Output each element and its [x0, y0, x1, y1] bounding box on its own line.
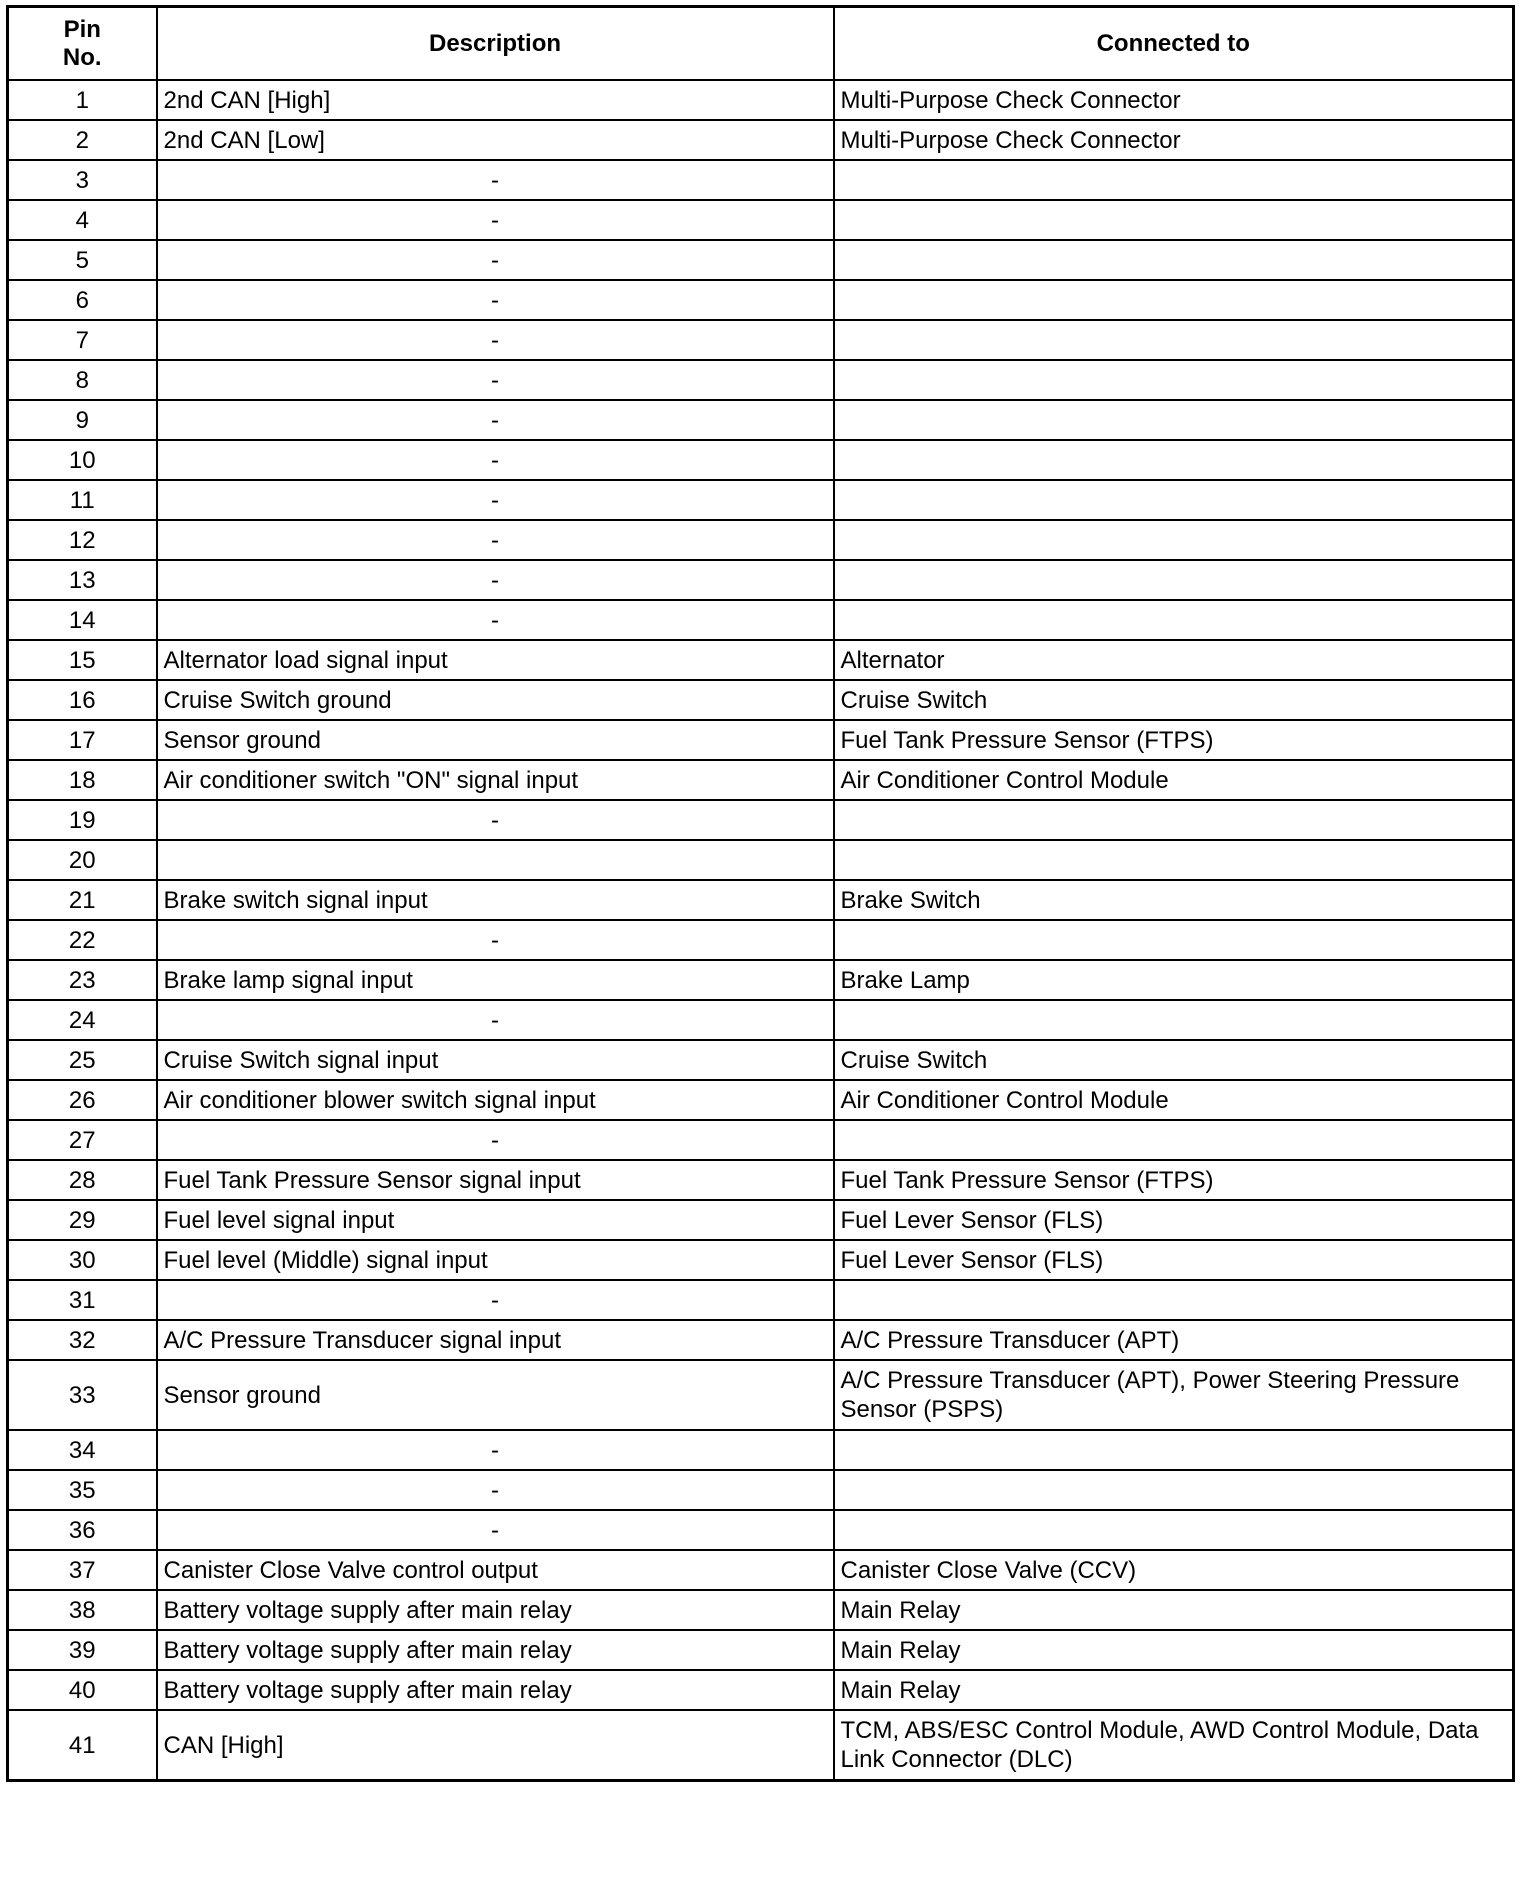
header-description: Description — [157, 7, 834, 81]
pin-number-cell: 9 — [8, 400, 157, 440]
connected-to-cell: Air Conditioner Control Module — [834, 1080, 1514, 1120]
description-cell: - — [157, 360, 834, 400]
connected-to-cell — [834, 200, 1514, 240]
pin-number-cell: 32 — [8, 1320, 157, 1360]
pin-number-cell: 29 — [8, 1200, 157, 1240]
pin-number-cell: 2 — [8, 120, 157, 160]
description-cell: - — [157, 1280, 834, 1320]
connected-to-cell: Canister Close Valve (CCV) — [834, 1550, 1514, 1590]
pin-number-cell: 36 — [8, 1510, 157, 1550]
pin-number-cell: 1 — [8, 80, 157, 120]
table-row — [8, 800, 1514, 840]
connected-to-cell: Multi-Purpose Check Connector — [834, 80, 1514, 120]
table-row — [8, 1240, 1514, 1280]
description-cell: - — [157, 280, 834, 320]
pin-number-cell: 15 — [8, 640, 157, 680]
description-cell: - — [157, 200, 834, 240]
description-cell: Fuel level signal input — [157, 1200, 834, 1240]
pin-number-cell: 22 — [8, 920, 157, 960]
connected-to-cell: A/C Pressure Transducer (APT), Power Steering Pressure Sensor (PSPS) — [834, 1360, 1514, 1430]
table-row — [8, 680, 1514, 720]
table-row — [8, 120, 1514, 160]
connected-to-cell — [834, 1430, 1514, 1470]
description-cell: - — [157, 1000, 834, 1040]
description-cell: - — [157, 920, 834, 960]
pin-number-cell: 7 — [8, 320, 157, 360]
connected-to-cell — [834, 320, 1514, 360]
table-row — [8, 560, 1514, 600]
connected-to-cell: Main Relay — [834, 1670, 1514, 1710]
description-cell: Air conditioner blower switch signal input — [157, 1080, 834, 1120]
table-row — [8, 920, 1514, 960]
description-cell: Canister Close Valve control output — [157, 1550, 834, 1590]
description-cell: Sensor ground — [157, 1360, 834, 1430]
connected-to-cell — [834, 1470, 1514, 1510]
table-row — [8, 1000, 1514, 1040]
pin-number-cell: 14 — [8, 600, 157, 640]
description-cell: - — [157, 520, 834, 560]
pin-number-cell: 3 — [8, 160, 157, 200]
table-row — [8, 1200, 1514, 1240]
description-cell: Brake switch signal input — [157, 880, 834, 920]
pin-number-cell: 25 — [8, 1040, 157, 1080]
connected-to-cell: TCM, ABS/ESC Control Module, AWD Control Module, Data Link Connector (DLC) — [834, 1710, 1514, 1781]
connected-to-cell: Fuel Lever Sensor (FLS) — [834, 1240, 1514, 1280]
table-row — [8, 240, 1514, 280]
description-cell: - — [157, 240, 834, 280]
connected-to-cell — [834, 240, 1514, 280]
pin-number-cell: 37 — [8, 1550, 157, 1590]
description-cell: - — [157, 1430, 834, 1470]
table-row — [8, 320, 1514, 360]
header-pin-no — [8, 7, 157, 81]
description-cell: - — [157, 160, 834, 200]
pin-number-cell: 38 — [8, 1590, 157, 1630]
table-row — [8, 520, 1514, 560]
description-cell: - — [157, 800, 834, 840]
connected-to-cell: Cruise Switch — [834, 1040, 1514, 1080]
connected-to-cell — [834, 360, 1514, 400]
pin-number-cell: 33 — [8, 1360, 157, 1430]
pin-number-cell: 13 — [8, 560, 157, 600]
connected-to-cell — [834, 560, 1514, 600]
connected-to-cell: A/C Pressure Transducer (APT) — [834, 1320, 1514, 1360]
description-cell: CAN [High] — [157, 1710, 834, 1781]
table-row — [8, 1280, 1514, 1320]
connected-to-cell: Alternator — [834, 640, 1514, 680]
connected-to-cell: Fuel Tank Pressure Sensor (FTPS) — [834, 1160, 1514, 1200]
table-row — [8, 720, 1514, 760]
pin-number-cell: 28 — [8, 1160, 157, 1200]
description-cell: - — [157, 560, 834, 600]
table-row — [8, 1470, 1514, 1510]
connected-to-cell — [834, 280, 1514, 320]
description-cell: Sensor ground — [157, 720, 834, 760]
table-row — [8, 880, 1514, 920]
table-row — [8, 160, 1514, 200]
table-row — [8, 480, 1514, 520]
pin-number-cell: 34 — [8, 1430, 157, 1470]
description-cell: 2nd CAN [Low] — [157, 120, 834, 160]
table-row — [8, 80, 1514, 120]
connected-to-cell — [834, 400, 1514, 440]
description-cell: Battery voltage supply after main relay — [157, 1670, 834, 1710]
table-row — [8, 400, 1514, 440]
pin-number-cell: 10 — [8, 440, 157, 480]
connected-to-cell: Brake Switch — [834, 880, 1514, 920]
pin-number-cell: 30 — [8, 1240, 157, 1280]
pin-number-cell: 31 — [8, 1280, 157, 1320]
pin-number-cell: 19 — [8, 800, 157, 840]
pin-number-cell: 41 — [8, 1710, 157, 1781]
pin-number-cell: 21 — [8, 880, 157, 920]
table-header-row — [8, 7, 1514, 81]
pin-number-cell: 40 — [8, 1670, 157, 1710]
connected-to-cell: Fuel Tank Pressure Sensor (FTPS) — [834, 720, 1514, 760]
description-cell: - — [157, 440, 834, 480]
description-cell: Fuel level (Middle) signal input — [157, 1240, 834, 1280]
description-cell: Brake lamp signal input — [157, 960, 834, 1000]
table-row — [8, 200, 1514, 240]
table-row — [8, 1630, 1514, 1670]
pin-number-cell: 16 — [8, 680, 157, 720]
table-body — [8, 80, 1514, 1781]
connected-to-cell — [834, 800, 1514, 840]
pin-number-cell: 24 — [8, 1000, 157, 1040]
table-row — [8, 760, 1514, 800]
connected-to-cell: Multi-Purpose Check Connector — [834, 120, 1514, 160]
pin-number-cell: 23 — [8, 960, 157, 1000]
table-row — [8, 360, 1514, 400]
connected-to-cell: Fuel Lever Sensor (FLS) — [834, 1200, 1514, 1240]
pin-table-sheet — [6, 5, 1512, 1882]
table-row — [8, 1510, 1514, 1550]
connector-pin-table — [6, 5, 1515, 1782]
connected-to-cell: Cruise Switch — [834, 680, 1514, 720]
description-cell: Cruise Switch signal input — [157, 1040, 834, 1080]
pin-number-cell: 8 — [8, 360, 157, 400]
pin-number-cell: 20 — [8, 840, 157, 880]
table-row — [8, 280, 1514, 320]
pin-number-cell: 6 — [8, 280, 157, 320]
description-cell: Cruise Switch ground — [157, 680, 834, 720]
pin-number-cell: 18 — [8, 760, 157, 800]
table-row — [8, 640, 1514, 680]
pin-number-cell: 27 — [8, 1120, 157, 1160]
description-cell: 2nd CAN [High] — [157, 80, 834, 120]
description-cell: - — [157, 320, 834, 360]
table-row — [8, 1120, 1514, 1160]
connected-to-cell — [834, 160, 1514, 200]
table-row — [8, 840, 1514, 880]
connected-to-cell — [834, 600, 1514, 640]
pin-number-cell: 17 — [8, 720, 157, 760]
description-cell: - — [157, 480, 834, 520]
connected-to-cell — [834, 1000, 1514, 1040]
connected-to-cell: Main Relay — [834, 1630, 1514, 1670]
table-row — [8, 1670, 1514, 1710]
pin-number-cell: 35 — [8, 1470, 157, 1510]
description-cell: Fuel Tank Pressure Sensor signal input — [157, 1160, 834, 1200]
description-cell: - — [157, 1120, 834, 1160]
connected-to-cell: Air Conditioner Control Module — [834, 760, 1514, 800]
header-connected-to: Connected to — [834, 7, 1514, 81]
pin-number-cell: 39 — [8, 1630, 157, 1670]
pin-number-cell: 4 — [8, 200, 157, 240]
connected-to-cell — [834, 1510, 1514, 1550]
description-cell: Battery voltage supply after main relay — [157, 1590, 834, 1630]
table-row — [8, 1590, 1514, 1630]
description-cell: Alternator load signal input — [157, 640, 834, 680]
table-row — [8, 1040, 1514, 1080]
header-pin-label: Pin No. — [62, 15, 102, 71]
pin-number-cell: 11 — [8, 480, 157, 520]
table-row — [8, 1360, 1514, 1430]
connected-to-cell — [834, 520, 1514, 560]
description-cell: - — [157, 400, 834, 440]
connected-to-cell: Brake Lamp — [834, 960, 1514, 1000]
connected-to-cell — [834, 840, 1514, 880]
description-cell: - — [157, 1470, 834, 1510]
table-row — [8, 600, 1514, 640]
description-cell: - — [157, 600, 834, 640]
connected-to-cell — [834, 920, 1514, 960]
pin-number-cell: 12 — [8, 520, 157, 560]
description-cell: A/C Pressure Transducer signal input — [157, 1320, 834, 1360]
connected-to-cell: Main Relay — [834, 1590, 1514, 1630]
table-row — [8, 440, 1514, 480]
pin-number-cell: 26 — [8, 1080, 157, 1120]
description-cell: Battery voltage supply after main relay — [157, 1630, 834, 1670]
connected-to-cell — [834, 480, 1514, 520]
connected-to-cell — [834, 1120, 1514, 1160]
connected-to-cell — [834, 1280, 1514, 1320]
table-row — [8, 1160, 1514, 1200]
description-cell: Air conditioner switch "ON" signal input — [157, 760, 834, 800]
table-row — [8, 1430, 1514, 1470]
pin-number-cell: 5 — [8, 240, 157, 280]
table-row — [8, 1710, 1514, 1781]
table-row — [8, 1320, 1514, 1360]
connected-to-cell — [834, 440, 1514, 480]
description-cell: - — [157, 1510, 834, 1550]
table-row — [8, 1550, 1514, 1590]
table-row — [8, 960, 1514, 1000]
table-row — [8, 1080, 1514, 1120]
description-cell — [157, 840, 834, 880]
